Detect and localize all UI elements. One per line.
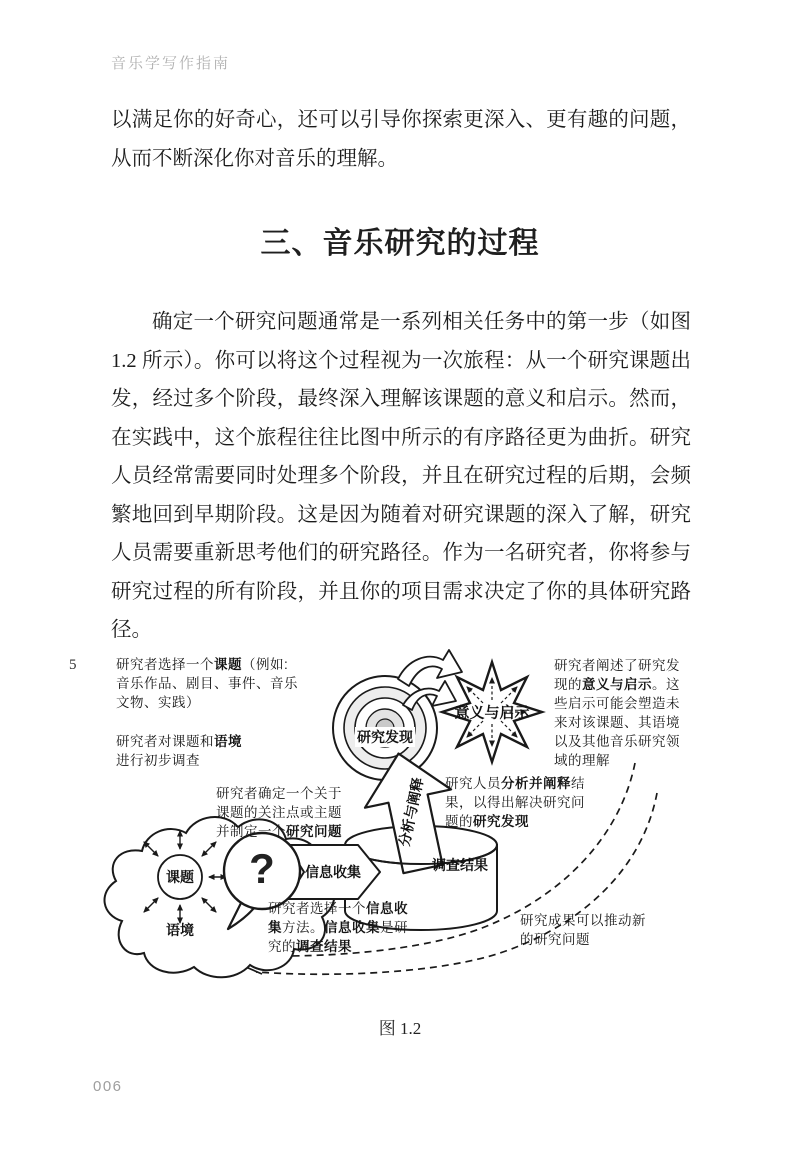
margin-line-number: 5	[69, 657, 77, 673]
annotation-method-selection: 研究者选择一个信息收 集方法。信息收集是研 究的调查结果	[268, 901, 408, 954]
label-analysis-interpretation: 分析与阐释	[395, 776, 427, 848]
label-context: 语境	[166, 922, 194, 938]
figure-1-2-diagram	[90, 645, 770, 1010]
annotation-initial-survey: 研究者对课题和语境 进行初步调查	[116, 734, 242, 768]
annotation-research-question: 研究者确定一个关于 课题的关注点或主题 并制定一个研究问题	[216, 786, 342, 839]
label-findings: 研究发现	[357, 729, 413, 745]
label-topic: 课题	[166, 869, 194, 885]
annotation-analysis: 研究人员分析并阐释结 果，以得出解决研究问 题的研究发现	[445, 776, 585, 829]
annotation-topic-selection: 研究者选择一个课题（例如: 音乐作品、剧目、事件、音乐 文物、实践）	[116, 657, 298, 710]
annotation-new-questions: 研究成果可以推动新 的研究问题	[520, 913, 646, 947]
section-heading: 三、音乐研究的过程	[260, 227, 540, 260]
label-implications: 意义与启示	[454, 704, 530, 722]
running-header: 音乐学写作指南	[111, 55, 231, 72]
body-paragraph: 确定一个研究问题通常是一系列相关任务中的第一步（如图 1.2 所示）。你可以将这个过程视为一次旅程：从一个研究课题出发，经过多个阶段，最终深入理解该课题的意义和启示。然而，在实践中，这个旅程往往比图中所示的有序路径更为曲折。研究人员经常需要同时处理多个阶段，并且在研究过程的后期，会频繁地回到早期阶段。这是因为随着对研究课题的深入了解，研究人员需要重新思考他们的研究路径。作为一名研究者，你将参与研究过程的所有阶段，并且你的项目需求决定了你的具体研究路径。	[111, 311, 691, 641]
figure-caption: 图 1.2	[378, 1019, 422, 1038]
annotation-implications: 研究者阐述了研究发 现的意义与启示。这 些启示可能会塑造未 来对该课题、其语境 以及其他音乐研究领 域的理解	[554, 658, 680, 768]
label-info-gathering: 信息收集	[305, 864, 361, 880]
question-mark-icon: ?	[249, 845, 275, 892]
intro-paragraph: 以满足你的好奇心，还可以引导你探索更深入、更有趣的问题，从而不断深化你对音乐的理解。	[111, 109, 691, 170]
page-number: 006	[93, 1078, 123, 1095]
label-survey-results: 调查结果	[432, 857, 488, 873]
